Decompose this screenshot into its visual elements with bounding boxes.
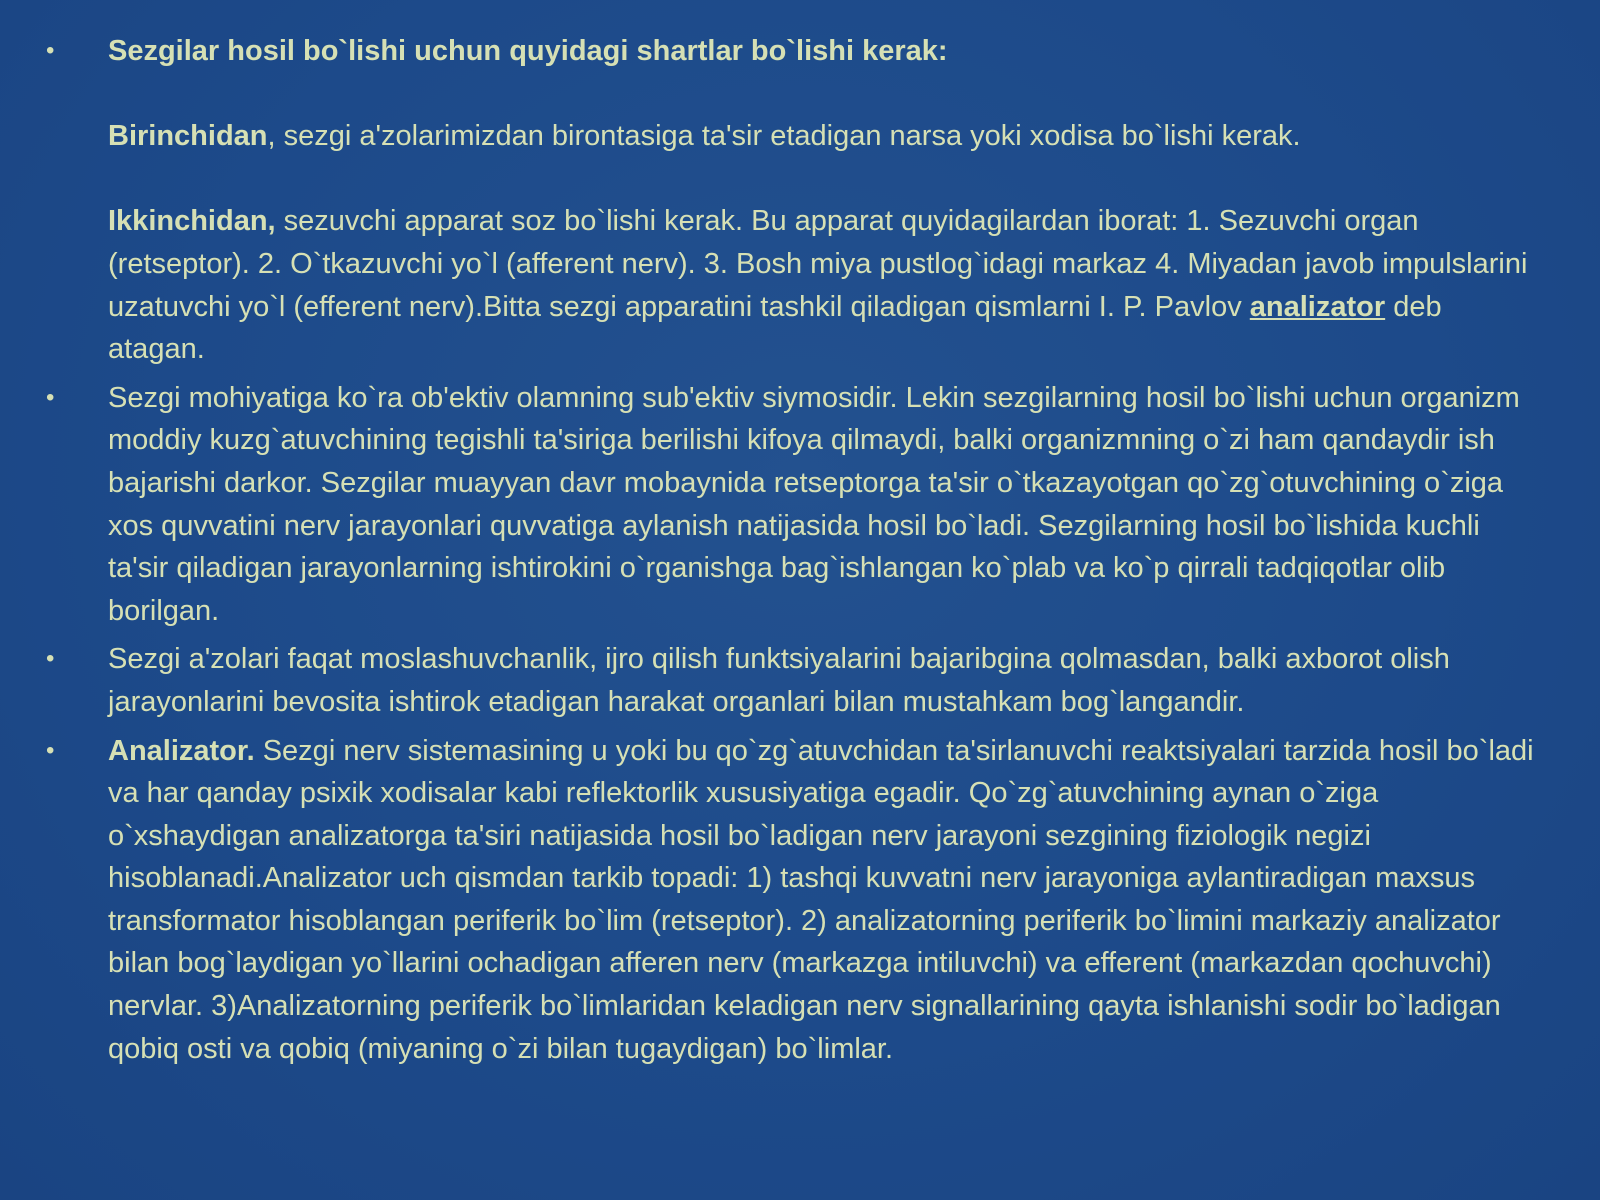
second-condition-text: sezuvchi apparat soz bo`lishi kerak. Bu apparat quyidagilardan iborat: 1. Sezuvchi organ (retseptor). 2. O`tkazuvchi yo`l (afferent nerv). 3. Bosh miya pustlog`idagi markaz 4. Miyadan javob impulslarini uzatuvchi yo`l (efferent nerv).Bitta sezgi apparatini tashkil qiladigan qismlarni I. P. Pavlov xyxy=(108,205,1528,323)
bullet-item-conditions xyxy=(46,30,1546,371)
bullet-item-essence xyxy=(46,377,1546,633)
second-condition-tail: deb atagan. xyxy=(108,290,1442,366)
bullet-dot: • xyxy=(46,37,55,64)
analizator-link[interactable]: analizator xyxy=(1249,290,1386,323)
bullet-dot: • xyxy=(46,736,55,764)
first-condition-lead: Birinchidan xyxy=(108,120,268,153)
first-condition-text: , sezgi a'zolarimizdan birontasiga ta'sir etadigan narsa yoki xodisa bo`lishi kerak. xyxy=(267,120,1301,153)
bullet-item-sense-organs xyxy=(46,638,1546,723)
essence-paragraph: Sezgi mohiyatiga ko`ra ob'ektiv olamning sub'ektiv siymosidir. Lekin sezgilarning hosil bo`lishi uchun organizm moddiy kuzg`atuvchining tegishli ta'siriga berilishi kifoya qilmaydi, balki organizmning o`zi ham qandaydir ish bajarishi darkor. Sezgilar muayyan davr mobaynida retseptorga ta'sir o`tkazayotgan qo`zg`otuvchining o`ziga xos quvvatini nerv jarayonlari quvvatiga aylanish natijasida hosil bo`ladi. Sezgilarning hosil bo`lishida kuchli ta'sir qiladigan jarayonlarning ishtirokini o`rganishga bag`ishlangan ko`plab va ko`p qirrali tadqiqotlar olib borilgan. xyxy=(108,381,1520,627)
bullet-dot: • xyxy=(46,383,55,411)
conditions-heading: Sezgilar hosil bo`lishi uchun quyidagi shartlar bo`lishi kerak: xyxy=(108,35,948,67)
bullet-dot: • xyxy=(46,645,55,673)
analizator-paragraph xyxy=(108,730,1546,1071)
analizator-text: Sezgi nerv sistemasining u yoki bu qo`zg`atuvchidan ta'sirlanuvchi reaktsiyalari tarzida hosil bo`ladi va har qanday psixik xodisalar kabi reflektorlik xususiyatiga egadir. Qo`zg`atuvchining aynan o`ziga o`xshaydigan analizatorga ta'siri natijasida hosil bo`ladigan nerv jarayoni sezgining fiziologik negizi hisoblanadi.Analizator uch qismdan tarkib topadi: 1) tashqi kuvvatni nerv jarayoniga aylantiradigan maxsus transformator hisoblangan periferik bo`lim (retseptor). 2) analizatorning periferik bo`limini markaziy analizator bilan bog`laydigan yo`llarini ochadigan afferen nerv (markazga intiluvchi) va efferent (markazdan qochuvchi) nervlar. 3)Analizatorning periferik bo`limlaridan keladigan nerv signallarining qayta ishlanishi sodir bo`ladigan qobiq osti va qobiq (miyaning o`zi bilan tugaydigan) bo`limlar. xyxy=(108,734,1534,1065)
bullet-item-analizator xyxy=(46,730,1546,1071)
sense-organs-paragraph: Sezgi a'zolari faqat moslashuvchanlik, ijro qilish funktsiyalarini bajaribgina qolmasdan, balki axborot olish jarayonlarini bevosita ishtirok etadigan harakat organlari bilan mustahkam bog`langandir. xyxy=(108,643,1450,718)
spacer xyxy=(108,73,1546,116)
first-condition-paragraph xyxy=(108,115,1546,158)
bullet-list xyxy=(46,30,1546,1076)
second-condition-paragraph xyxy=(108,200,1546,370)
second-condition-lead: Ikkinchidan, xyxy=(108,205,276,238)
analizator-lead: Analizator. xyxy=(108,734,255,767)
spacer xyxy=(108,158,1546,201)
